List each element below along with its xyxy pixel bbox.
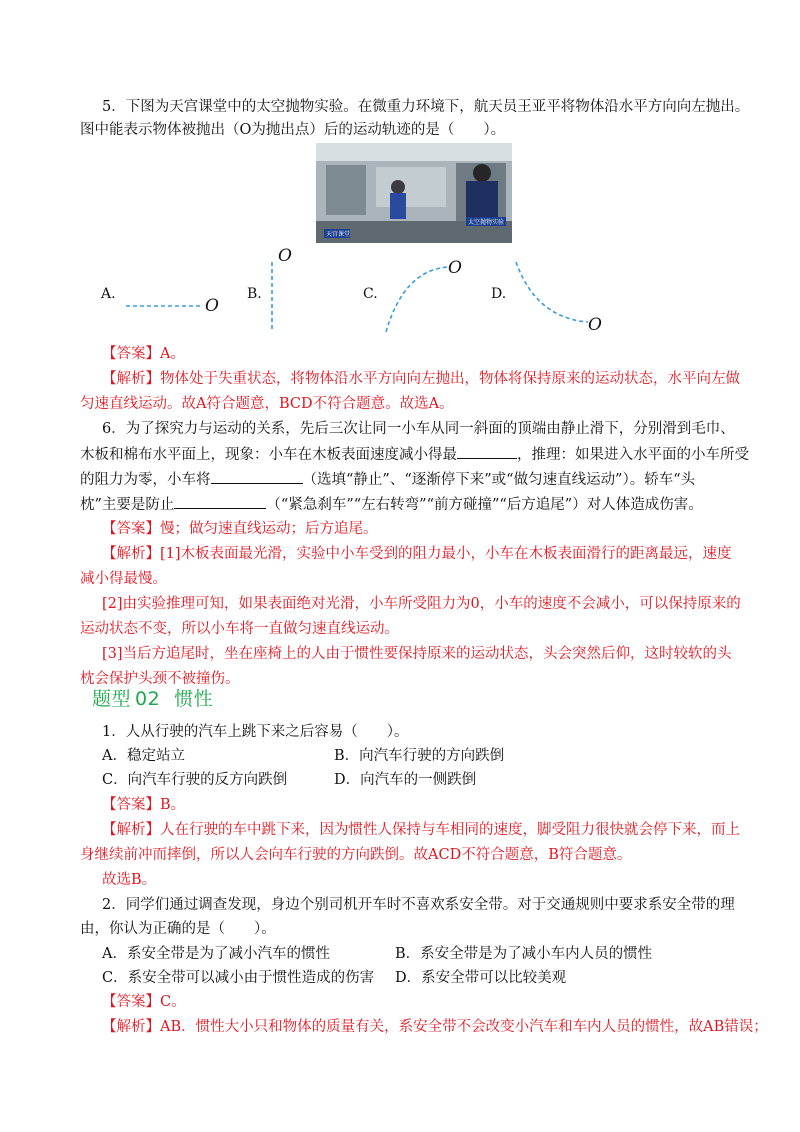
section-prefix: 题型	[92, 688, 132, 710]
trajectory-d-curve	[516, 262, 588, 322]
q6-analysis-line6: 枕会保护头颈不被撞伤。	[80, 671, 240, 687]
photo-caption-left: 天宫课堂	[326, 231, 351, 238]
answer-blank-2[interactable]	[211, 469, 303, 484]
s1-option-d: D．向汽车的一侧跌倒	[334, 772, 477, 788]
section-heading	[92, 684, 213, 711]
s1-analysis-line1	[102, 820, 740, 840]
s2-answer	[102, 992, 186, 1012]
q5-option-d-label: D.	[491, 286, 507, 302]
q5-analysis-line2: 匀速直线运动。故A符合题意，BCD不符合题意。故选A。	[80, 396, 454, 412]
photo-caption-right: 太空抛物实验	[468, 219, 505, 226]
q5-answer	[102, 344, 185, 364]
s2-option-d: D．系安全带可以比较美观	[395, 970, 567, 986]
analysis-tag: 【解析】	[102, 822, 160, 838]
q6-analysis-line3: [2]由实验推理可知，如果表面绝对光滑，小车所受阻力为0，小车的速度不会减小，可以保持原来的	[102, 596, 741, 612]
s1-answer	[102, 795, 185, 815]
s1-conclusion: 故选B。	[102, 872, 157, 888]
origin-label-b: O	[278, 246, 292, 266]
analysis-tag: 【解析】	[102, 1019, 160, 1035]
trajectory-diagrams	[0, 240, 800, 340]
q6-text-segment: ，推理：如果进入水平面的小车所受	[517, 447, 749, 463]
section-title: 惯性	[174, 688, 214, 710]
section-number: 02	[135, 688, 161, 710]
analysis-tag: 【解析】	[102, 371, 160, 387]
analysis-text: 物体处于失重状态，将物体沿水平方向向左抛出，物体将保持原来的运动状态，水平向左做	[160, 371, 740, 387]
origin-label-a: O	[205, 296, 219, 316]
q6-analysis-line4: 运动状态不变，所以小车将一直做匀速直线运动。	[80, 621, 399, 637]
answer-tag: 【答案】	[102, 994, 160, 1010]
s2-analysis-line1	[102, 1017, 768, 1037]
analysis-tag: 【解析】	[102, 546, 160, 562]
q5-text-line1: 5．下图为天宫课堂中的太空抛物实验。在微重力环境下，航天员王亚平将物体沿水平方向向左抛出。	[102, 99, 750, 115]
answer-text: A。	[160, 346, 185, 362]
q6-analysis-line2: 减小得最慢。	[80, 571, 167, 587]
q5-text-line2: 图中能表示物体被抛出（O为抛出点）后的运动轨迹的是（ ）。	[80, 122, 506, 138]
q6-analysis-line5: [3]当后方追尾时，坐在座椅上的人由于惯性要保持原来的运动状态，头会突然后仰，这时较软的头	[102, 646, 732, 662]
answer-text: C。	[160, 994, 186, 1010]
s2-question-line1: 2．同学们通过调查发现，身边个别司机开车时不喜欢系安全带。对于交通规则中要求系安全带的理	[102, 897, 735, 913]
answer-text: 慢；做匀速直线运动；后方追尾。	[160, 521, 378, 537]
space-photo-illustration	[316, 143, 512, 243]
s1-option-a: A．稳定站立	[102, 748, 185, 764]
q6-text-segment: 的阻力为零，小车将	[80, 472, 211, 488]
s1-option-b: B．向汽车行驶的方向跌倒	[334, 748, 505, 764]
s2-option-a: A．系安全带是为了减小汽车的惯性	[102, 946, 330, 962]
answer-text: B。	[160, 797, 186, 813]
answer-tag: 【答案】	[102, 346, 160, 362]
origin-label-d: O	[588, 315, 602, 335]
q6-text-line2	[80, 444, 749, 465]
q6-answer	[102, 519, 378, 539]
q6-text-segment: 枕”主要是防止	[80, 497, 175, 513]
q5-option-b-label: B.	[247, 286, 262, 302]
analysis-text: AB．惯性大小只和物体的质量有关，系安全带不会改变小汽车和车内人员的惯性，故AB错误；	[160, 1019, 768, 1035]
q6-analysis-line1	[102, 544, 732, 564]
q6-text-line4	[80, 494, 703, 515]
q5-option-a-label: A.	[101, 286, 116, 302]
origin-label-c: O	[448, 258, 462, 278]
q5-option-c-label: C.	[363, 286, 378, 302]
q6-text-line3	[80, 469, 695, 490]
s2-option-c: C．系安全带可以减小由于惯性造成的伤害	[102, 970, 375, 986]
q6-text-segment: 木板和棉布水平面上，现象：小车在木板表面速度减小得最	[80, 447, 457, 463]
s1-analysis-line2: 身继续前冲而摔倒，所以人会向车行驶的方向跌倒。故ACD不符合题意，B符合题意。	[80, 847, 632, 863]
trajectory-c-curve	[386, 267, 448, 332]
s2-question-line2: 由，你认为正确的是（ ）。	[80, 921, 276, 937]
q6-text-line1: 6．为了探究力与运动的关系，先后三次让同一小车从同一斜面的顶端由静止滑下，分别滑到毛巾、	[102, 421, 735, 437]
q6-text-segment: （选填“静止”、“逐渐停下来”或“做匀速直线运动”）。轿车“头	[302, 472, 696, 488]
q5-analysis-line1	[102, 369, 740, 389]
answer-blank-1[interactable]	[457, 444, 517, 459]
s1-question: 1．人从行驶的汽车上跳下来之后容易（ ）。	[102, 724, 409, 740]
analysis-text: 人在行驶的车中跳下来，因为惯性人保持与车相同的速度，脚受阻力很快就会停下来，而上	[160, 822, 740, 838]
answer-tag: 【答案】	[102, 521, 160, 537]
analysis-text: [1]木板表面最光滑，实验中小车受到的阻力最小，小车在木板表面滑行的距离最远，速度	[160, 546, 732, 562]
space-station-photo	[316, 143, 512, 243]
answer-blank-3[interactable]	[174, 494, 266, 509]
s2-option-b: B．系安全带是为了减小车内人员的惯性	[395, 946, 653, 962]
s1-option-c: C．向汽车行驶的反方向跌倒	[102, 772, 288, 788]
q6-text-segment: （“紧急刹车”“左右转弯”“前方碰撞”“后方追尾”）对人体造成伤害。	[266, 497, 703, 513]
answer-tag: 【答案】	[102, 797, 160, 813]
